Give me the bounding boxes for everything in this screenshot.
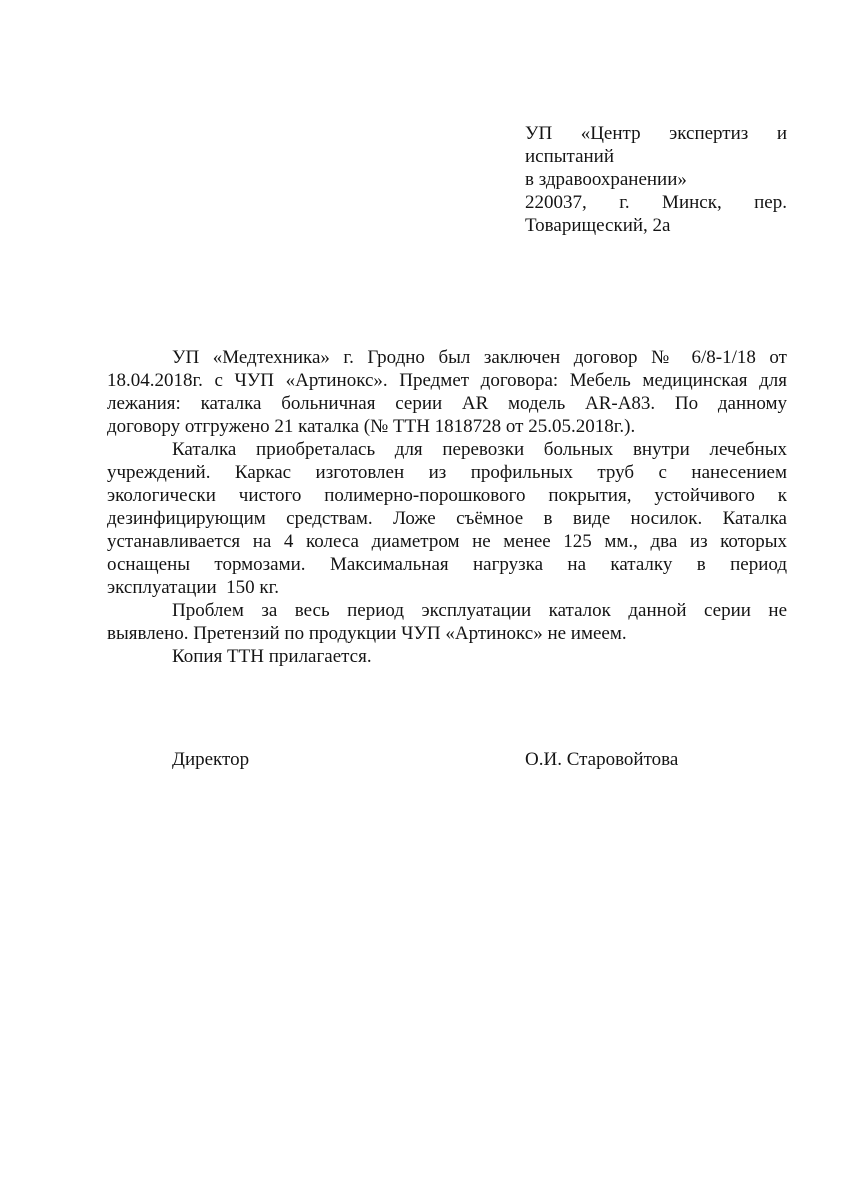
body-line: экологически чистого полимерно-порошкового покрытия, устойчивого к (107, 485, 787, 506)
paragraph-description (107, 438, 787, 599)
body-line: Копия ТТН прилагается. (172, 646, 372, 667)
addressee-line: Товарищеский, 2а (525, 215, 671, 236)
paragraph-no-problems (107, 599, 787, 645)
body-line: УП «Медтехника» г. Гродно был заключен договор № 6/8-1/18 от (172, 347, 787, 368)
addressee-block (525, 122, 787, 237)
body-line: лежания: каталка больничная серии AR модель AR-A83. По данному (107, 393, 787, 414)
body-line: выявлено. Претензий по продукции ЧУП «Артинокс» не имеем. (107, 623, 627, 644)
body-line: дезинфицирующим средствам. Ложе съёмное в виде носилок. Каталка (107, 508, 787, 529)
body-line: Проблем за весь период эксплуатации каталок данной серии не (172, 600, 787, 621)
paragraph-contract (107, 346, 787, 438)
body-line: договору отгружено 21 каталка (№ ТТН 1818728 от 25.05.2018г.). (107, 416, 636, 437)
signature-title: Директор (172, 749, 250, 770)
body-line: Каталка приобреталась для перевозки больных внутри лечебных (172, 439, 787, 460)
body-line: учреждений. Каркас изготовлен из профильных труб с нанесением (107, 462, 787, 483)
body-line: эксплуатации 150 кг. (107, 577, 280, 598)
addressee-line: УП «Центр экспертиз и (525, 123, 787, 144)
addressee-line: 220037, г. Минск, пер. (525, 192, 787, 213)
paragraph-attachment (107, 645, 787, 668)
body-line: устанавливается на 4 колеса диаметром не менее 125 мм., два из которых (107, 531, 787, 552)
body-line: оснащены тормозами. Максимальная нагрузка на каталку в период (107, 554, 787, 575)
signature-name: О.И. Старовойтова (525, 749, 679, 770)
addressee-line: в здравоохранении» (525, 169, 687, 190)
body-line: 18.04.2018г. с ЧУП «Артинокс». Предмет договора: Мебель медицинская для (107, 370, 787, 391)
letter-body (107, 346, 787, 668)
addressee-line: испытаний (525, 146, 615, 167)
